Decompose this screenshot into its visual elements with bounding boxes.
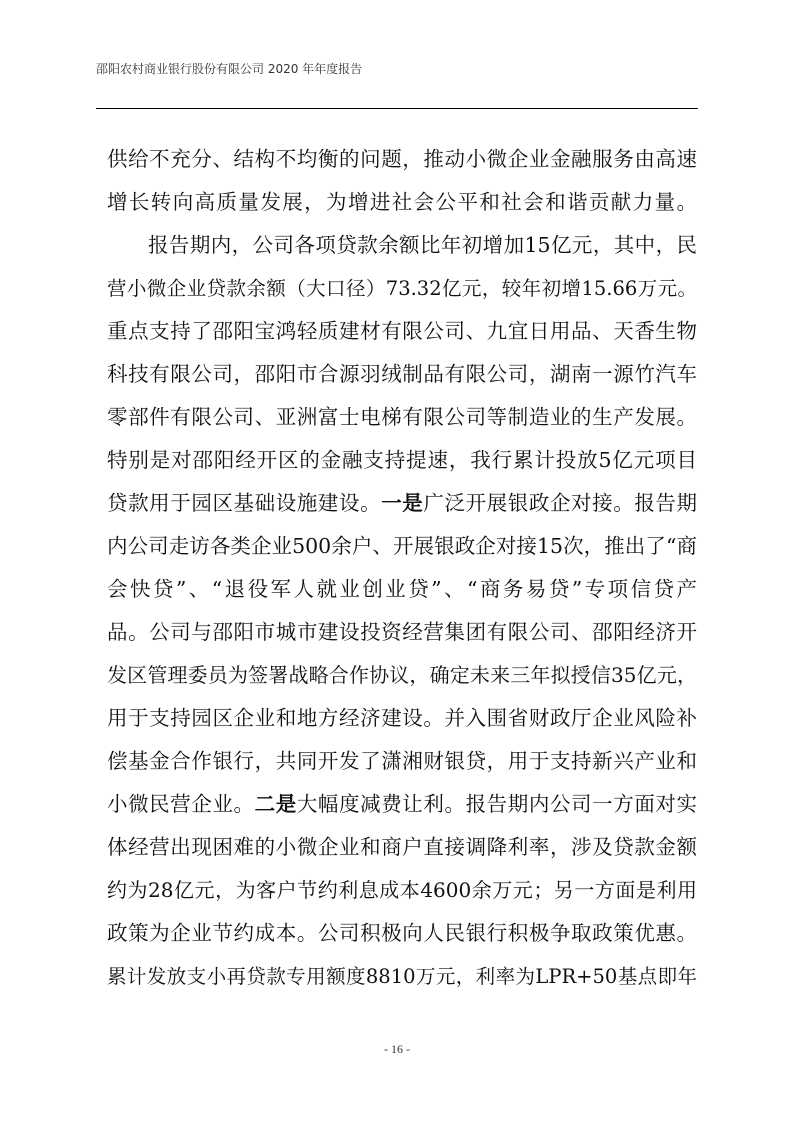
paragraph-line: 累计发放支小再贷款专用额度8810万元，利率为LPR+50基点即年 bbox=[107, 965, 697, 988]
paragraph-line bbox=[107, 482, 697, 525]
paragraph-line: 重点支持了邵阳宝鸿轻质建材有限公司、九宜日用品、天香生物 bbox=[107, 319, 697, 343]
paragraph-line: 品。公司与邵阳市城市建设投资经营集团有限公司、邵阳经济开 bbox=[107, 620, 697, 644]
line-text: 大幅度减费让利。报告期内公司一方面对实 bbox=[296, 792, 697, 816]
bold-emphasis: 一是 bbox=[381, 491, 424, 515]
bold-emphasis: 二是 bbox=[254, 792, 297, 816]
paragraph-line: 用于支持园区企业和地方经济建设。并入围省财政厅企业风险补 bbox=[107, 706, 697, 730]
line-text: 小微民营企业。 bbox=[107, 792, 255, 816]
page-number: - 16 - bbox=[384, 1042, 410, 1056]
header-divider bbox=[96, 108, 698, 109]
paragraph-line: 政策为企业节约成本。公司积极向人民银行积极争取政策优惠。 bbox=[107, 921, 697, 945]
paragraph-line: 约为28亿元，为客户节约利息成本4600余万元；另一方面是利用 bbox=[107, 878, 697, 902]
paragraph-line: 供给不充分、结构不均衡的问题，推动小微企业金融服务由高速 bbox=[107, 147, 697, 171]
paragraph-line: 特别是对邵阳经开区的金融支持提速，我行累计投放5亿元项目 bbox=[107, 448, 697, 472]
paragraph-line: 偿基金合作银行，共同开发了潇湘财银贷，用于支持新兴产业和 bbox=[107, 749, 697, 773]
paragraph-line: 报告期内，公司各项贷款余额比年初增加15亿元，其中，民 bbox=[148, 233, 697, 257]
paragraph-line: 营小微企业贷款余额（大口径）73.32亿元，较年初增15.66万元。 bbox=[107, 277, 697, 300]
line-text: 贷款用于园区基础设施建设。 bbox=[107, 491, 382, 515]
paragraph-line: 增长转向高质量发展，为增进社会公平和社会和谐贡献力量。 bbox=[107, 190, 697, 214]
line-text: 广泛开展银政企对接。报告期 bbox=[423, 491, 697, 515]
paragraph-line: 科技有限公司，邵阳市合源羽绒制品有限公司，湖南一源竹汽车 bbox=[107, 362, 697, 386]
report-header-title: 邵阳农村商业银行股份有限公司 2020 年年度报告 bbox=[96, 62, 363, 76]
report-body bbox=[107, 138, 697, 998]
paragraph-line: 内公司走访各类企业500余户、开展银政企对接15次，推出了“商 bbox=[107, 534, 697, 558]
paragraph-line: 零部件有限公司、亚洲富士电梯有限公司等制造业的生产发展。 bbox=[107, 405, 697, 429]
paragraph-line: 体经营出现困难的小微企业和商户直接调降利率，涉及贷款金额 bbox=[107, 835, 697, 859]
paragraph-line: 会快贷”、“退役军人就业创业贷”、“商务易贷”专项信贷产 bbox=[107, 577, 697, 601]
paragraph-line bbox=[107, 783, 697, 826]
paragraph-line: 发区管理委员为签署战略合作协议，确定未来三年拟授信35亿元， bbox=[107, 663, 697, 687]
